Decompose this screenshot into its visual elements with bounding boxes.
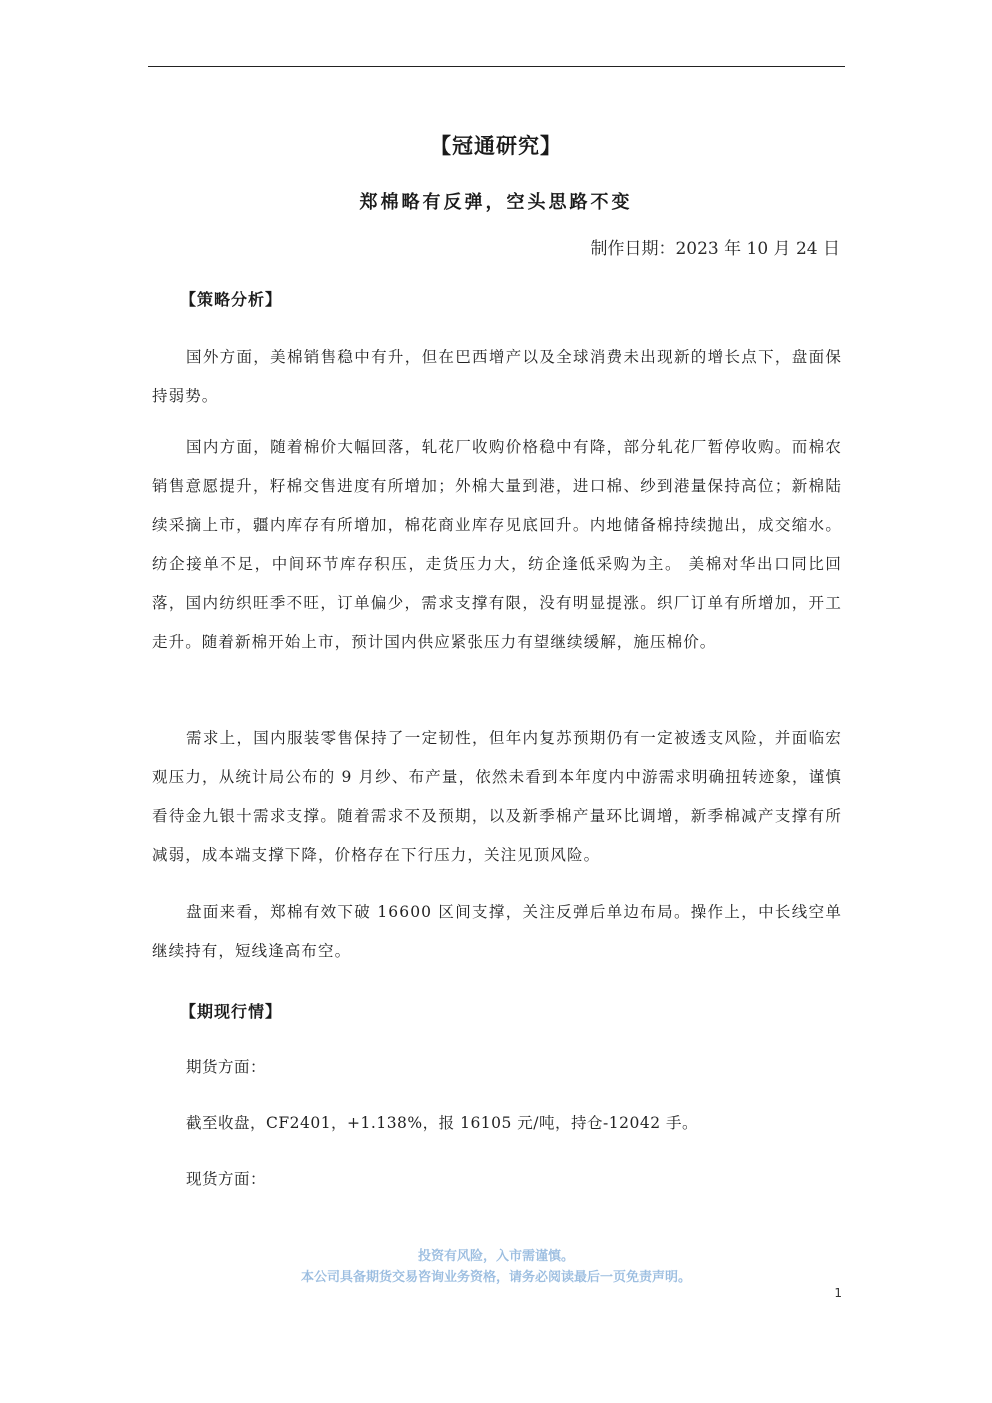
strategy-paragraph-domestic: 国内方面，随着棉价大幅回落，轧花厂收购价格稳中有降，部分轧花厂暂停收购。而棉农销售意愿提升，籽棉交售进度有所增加；外棉大量到港，进口棉、纱到港量保持高位；新棉陆续采摘上市，疆内库存有所增加，棉花商业库存见底回升。内地储备棉持续抛出，成交缩水。纺企接单不足，中间环节库存积压，走货压力大，纺企逢低采购为主。 美棉对华出口同比回落，国内纺织旺季不旺，订单偏少，需求支撑有限，没有明显提涨。织厂订单有所增加，开工走升。随着新棉开始上市，预计国内供应紧张压力有望继续缓解，施压棉价。 <box>152 438 842 651</box>
market-heading: 【期现行情】 <box>180 1002 283 1021</box>
report-title: 郑棉略有反弹，空头思路不变 <box>359 192 633 213</box>
disclaimer-note: 本公司具备期货交易咨询业务资格，请务必阅读最后一页免责声明。 <box>300 1270 691 1285</box>
strategy-paragraph-technical: 盘面来看，郑棉有效下破 16600 区间支撑，关注反弹后单边布局。操作上，中长线空单继续持有，短线逢高布空。 <box>152 903 842 960</box>
risk-warning: 投资有风险，入市需谨慎。 <box>417 1249 574 1264</box>
strategy-paragraph-demand: 需求上，国内服装零售保持了一定韧性，但年内复苏预期仍有一定被透支风险，并面临宏观压力，从统计局公布的 9 月纱、布产量，依然未看到本年度内中游需求明确扭转迹象，谨慎看待金九银十需求支撑。随着需求不及预期，以及新季棉产量环比调增，新季棉减产支撑有所减弱，成本端支撑下降，价格存在下行压力，关注见顶风险。 <box>152 729 842 864</box>
strategy-paragraph-foreign: 国外方面，美棉销售稳中有升，但在巴西增产以及全球消费未出现新的增长点下，盘面保持弱势。 <box>152 348 842 405</box>
strategy-heading: 【策略分析】 <box>180 290 283 309</box>
spot-label: 现货方面： <box>186 1170 267 1188</box>
page-number: 1 <box>834 1286 842 1300</box>
header-rule <box>148 66 845 67</box>
brand-title: 【冠通研究】 <box>430 133 562 158</box>
futures-quote: 截至收盘，CF2401，+1.138%，报 16105 元/吨，持仓-12042 手。 <box>186 1114 699 1132</box>
futures-label: 期货方面： <box>186 1058 267 1076</box>
report-date: 制作日期：2023 年 10 月 24 日 <box>590 239 840 259</box>
